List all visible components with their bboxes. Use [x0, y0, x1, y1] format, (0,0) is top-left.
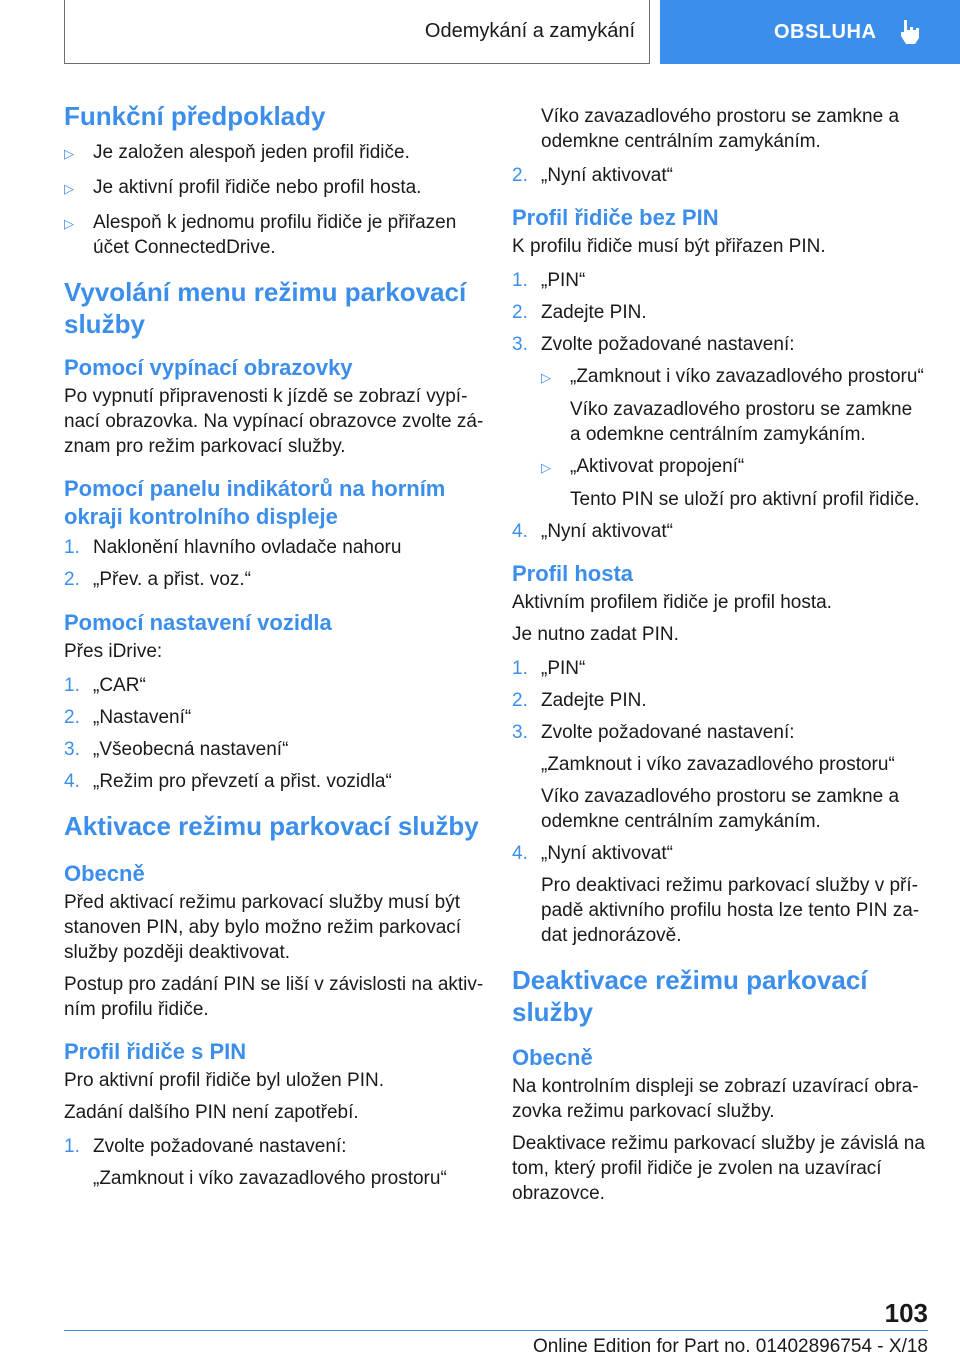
- heading-profile-with-pin: Profil řidiče s PIN: [64, 1039, 247, 1064]
- paragraph: Víko zavazadlového prostoru se zamkne a odemkne centrálním zamykáním.: [541, 786, 900, 832]
- list-item: 1. „CAR“: [64, 675, 146, 696]
- heading-switch-screen: Pomocí vypínací obrazovky: [64, 355, 353, 380]
- page-number: 103: [884, 1298, 928, 1328]
- list-item: 2. „Přev. a přist. voz.“: [64, 569, 252, 590]
- paragraph: Aktivním profilem řidiče je profil hosta.: [512, 592, 832, 613]
- chapter-tab: [660, 0, 960, 64]
- edition-note: Online Edition for Part no. 01402896754 - X/18: [532, 1336, 928, 1357]
- paragraph: Po vypnutí připravenosti k jízdě se zobrazí vypínací obrazovka. Na vypínací obrazovce zvolte záznam pro režim parkovací služby.: [64, 386, 484, 457]
- heading-activation: Aktivace režimu parkovací služby: [64, 811, 479, 841]
- list-item: 2. „Nastavení“: [64, 707, 192, 728]
- heading-general: Obecně: [64, 861, 145, 886]
- triangle-bullet-icon: ▷: [64, 181, 74, 196]
- list-item: ▷ Alespoň k jednomu profilu řidiče je přiřazen účet ConnectedDrive.: [64, 212, 457, 258]
- heading-vehicle-settings: Pomocí nastavení vozidla: [64, 610, 332, 635]
- section-title: Odemykání a zamykání: [424, 20, 635, 42]
- hand-pointer-icon: [898, 18, 922, 46]
- paragraph: Pro aktivní profil řidiče byl uložen PIN.: [64, 1070, 384, 1091]
- list-item: 4. „Režim pro převzetí a přist. vozidla“: [64, 771, 392, 792]
- right-column: [512, 104, 928, 1206]
- paragraph: Deaktivace režimu parkovací služby je závislá na tom, který profil řidiče je zvolen na uzavírací obrazovce.: [512, 1133, 925, 1204]
- heading-call-menu: Vyvolání menu režimu parkovací služby: [64, 277, 467, 339]
- list-item: 1. „PIN“: [512, 270, 586, 291]
- paragraph: Na kontrolním displeji se zobrazí uzavírací obrazovka režimu parkovací služby.: [512, 1076, 919, 1122]
- paragraph: Víko zavazadlového prostoru se zamkne a odemkne centrálním zamykáním.: [570, 399, 913, 445]
- heading-indicator-panel: Pomocí panelu indikátorů na horním okraji kontrolního displeje: [64, 476, 446, 529]
- list-item: 2. Zadejte PIN.: [512, 302, 647, 323]
- list-item: 4. „Nyní aktivovat“: [512, 521, 673, 542]
- list-item: 3. „Všeobecná nastavení“: [64, 739, 289, 760]
- heading-profile-without-pin: Profil řidiče bez PIN: [512, 205, 719, 230]
- paragraph: Před aktivací režimu parkovací služby musí být stanoven PIN, aby bylo možno režim parkovací služby později deaktivovat.: [64, 892, 462, 963]
- heading-guest-profile: Profil hosta: [512, 561, 634, 586]
- list-item: 1. „PIN“: [512, 658, 586, 679]
- paragraph: Zadání dalšího PIN není zapotřebí.: [64, 1102, 359, 1123]
- paragraph: „Zamknout i víko zavazadlového prostoru“: [93, 1168, 447, 1189]
- heading-requirements: Funkční předpoklady: [64, 101, 326, 131]
- running-header: [64, 0, 650, 64]
- list-item: 2. „Nyní aktivovat“: [512, 165, 673, 186]
- paragraph: Víko zavazadlového prostoru se zamkne a odemkne centrálním zamykáním.: [541, 106, 900, 152]
- paragraph: Pro deaktivaci režimu parkovací služby v případě aktivního profilu hosta lze tento PIN zadat jednorázově.: [541, 875, 920, 946]
- paragraph: Tento PIN se uloží pro aktivní profil řidiče.: [570, 489, 920, 510]
- left-column: [64, 100, 484, 1191]
- heading-deact-general: Obecně: [512, 1045, 593, 1070]
- list-item: ▷ Je aktivní profil řidiče nebo profil hosta.: [64, 175, 484, 201]
- triangle-bullet-icon: ▷: [64, 216, 74, 231]
- list-item: ▷ Je založen alespoň jeden profil řidiče.: [64, 140, 484, 166]
- paragraph: K profilu řidiče musí být přiřazen PIN.: [512, 236, 826, 257]
- paragraph: Přes iDrive:: [64, 641, 163, 662]
- list-item: 3. Zvolte požadované nastavení:: [512, 334, 795, 355]
- heading-deactivation: Deaktivace režimu parkovací služby: [512, 965, 868, 1027]
- paragraph: „Zamknout i víko zavazadlového prostoru“: [541, 754, 895, 775]
- list-item: 4. „Nyní aktivovat“: [512, 843, 673, 864]
- list-item: ▷ „Zamknout i víko zavazadlového prostoru“: [512, 364, 928, 390]
- list-item: ▷ „Aktivovat propojení“: [512, 454, 928, 480]
- triangle-bullet-icon: ▷: [541, 460, 551, 475]
- list-item: 2. Zadejte PIN.: [512, 690, 647, 711]
- paragraph: Postup pro zadání PIN se liší v závislosti na aktivním profilu řidiče.: [64, 974, 484, 1020]
- chapter-tab-label: OBSLUHA: [774, 20, 877, 43]
- footer-rule: [64, 1330, 928, 1331]
- list-item: 1. Zvolte požadované nastavení:: [64, 1136, 347, 1157]
- list-item: 1. Naklonění hlavního ovladače nahoru: [64, 537, 402, 558]
- triangle-bullet-icon: ▷: [541, 370, 551, 385]
- list-item: 3. Zvolte požadované nastavení:: [512, 722, 795, 743]
- triangle-bullet-icon: ▷: [64, 146, 74, 161]
- paragraph: Je nutno zadat PIN.: [512, 624, 679, 645]
